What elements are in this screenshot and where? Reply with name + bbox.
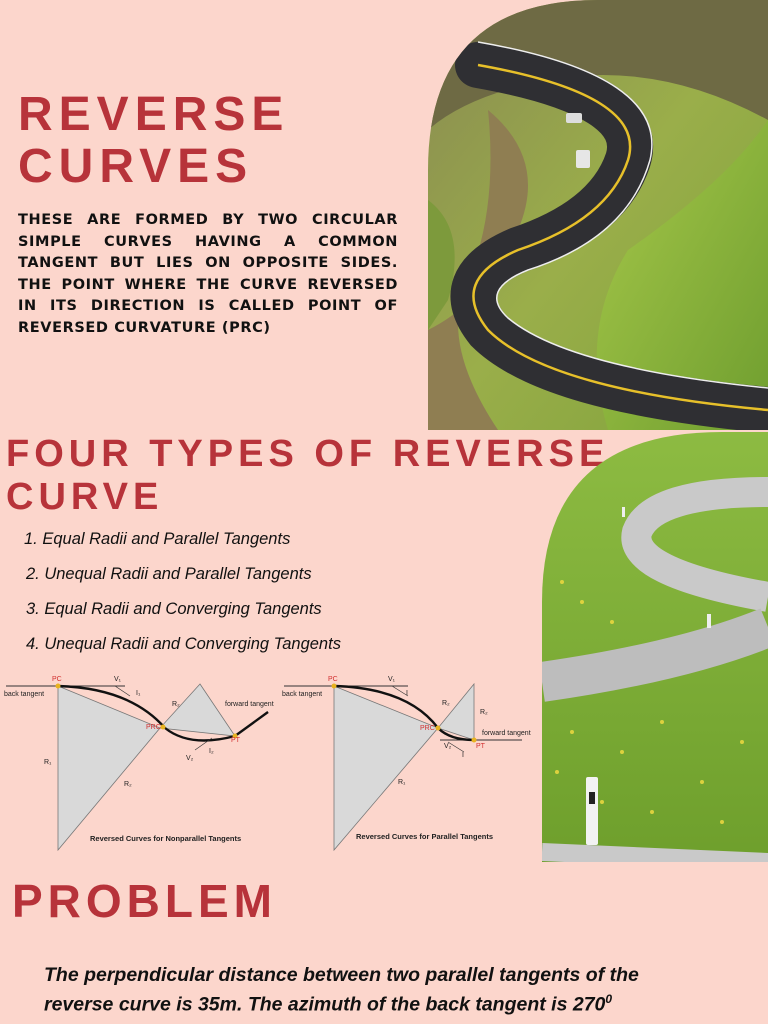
type-item-4: 4. Unequal Radii and Converging Tangents xyxy=(26,635,341,653)
label-v2: V₂ xyxy=(444,743,452,750)
type-item-2: 2. Unequal Radii and Parallel Tangents xyxy=(26,565,312,583)
label-r2: R₂ xyxy=(480,709,488,716)
page-title-line2: CURVES xyxy=(18,140,254,193)
label-back-tangent: back tangent xyxy=(4,691,45,698)
label-back-tangent: back tangent xyxy=(282,691,323,698)
pt-point xyxy=(472,738,477,743)
problem-text-line2 xyxy=(44,992,612,1017)
label-v2: V₂ xyxy=(186,755,194,762)
prc-point xyxy=(161,725,166,730)
r2-sector xyxy=(160,684,235,736)
diagram-parallel xyxy=(280,668,542,858)
type-item-1: 1. Equal Radii and Parallel Tangents xyxy=(24,530,291,548)
label-forward-tangent: forward tangent xyxy=(225,701,274,708)
page-title-line1: REVERSE xyxy=(18,88,290,141)
label-i2: I₂ xyxy=(209,748,214,755)
problem-text-line2-body: reverse curve is 35m. The azimuth of the back tangent is 270 xyxy=(44,993,606,1016)
pc-point xyxy=(332,684,337,689)
label-pt: PT xyxy=(476,743,485,750)
v1-i1-line xyxy=(115,686,130,696)
types-heading-line1: FOUR TYPES OF REVERSE xyxy=(6,433,610,475)
road-photo-bottom xyxy=(542,432,768,862)
problem-heading: PROBLEM xyxy=(12,875,277,927)
label-r2-top: R₂ xyxy=(442,700,450,707)
prc-point xyxy=(436,726,441,731)
type-item-3: 3. Equal Radii and Converging Tangents xyxy=(26,600,322,618)
caption-nonparallel: Reversed Curves for Nonparallel Tangents xyxy=(90,834,242,843)
label-r1-left: R₁ xyxy=(44,759,52,766)
label-r2: R₂ xyxy=(124,781,132,788)
label-r1: R₁ xyxy=(398,779,406,786)
intro-paragraph: THESE ARE FORMED BY TWO CIRCULAR SIMPLE CURVES HAVING A COMMON TANGENT BUT LIES ON OPPOSITE SIDES. THE POINT WHERE THE CURVE REVERSED IN ITS DIRECTION IS CALLED POINT OF REVERSED CURVATURE (PRC) xyxy=(18,212,398,336)
problem-text-line1: The perpendicular distance between two parallel tangents of the xyxy=(44,964,639,986)
caption-parallel: Reversed Curves for Parallel Tangents xyxy=(356,832,493,841)
label-prc: PRC xyxy=(146,724,161,731)
label-i-bottom: I xyxy=(462,752,464,759)
label-v1: V₁ xyxy=(388,676,396,683)
degree-superscript: 0 xyxy=(605,992,613,1006)
road-photo-top xyxy=(428,0,768,430)
label-pc: PC xyxy=(52,676,62,683)
label-pt: PT xyxy=(231,737,240,744)
label-i1: I₁ xyxy=(136,690,141,697)
label-i: I xyxy=(406,690,408,697)
label-pc: PC xyxy=(328,676,338,683)
label-prc: PRC xyxy=(420,725,435,732)
label-r2-top: R₂ xyxy=(172,701,180,708)
types-heading-line2: CURVE xyxy=(6,476,164,518)
label-v1: V₁ xyxy=(114,676,122,683)
diagram-nonparallel xyxy=(0,668,290,858)
pc-point xyxy=(56,684,61,689)
label-forward-tangent: forward tangent xyxy=(482,730,531,737)
